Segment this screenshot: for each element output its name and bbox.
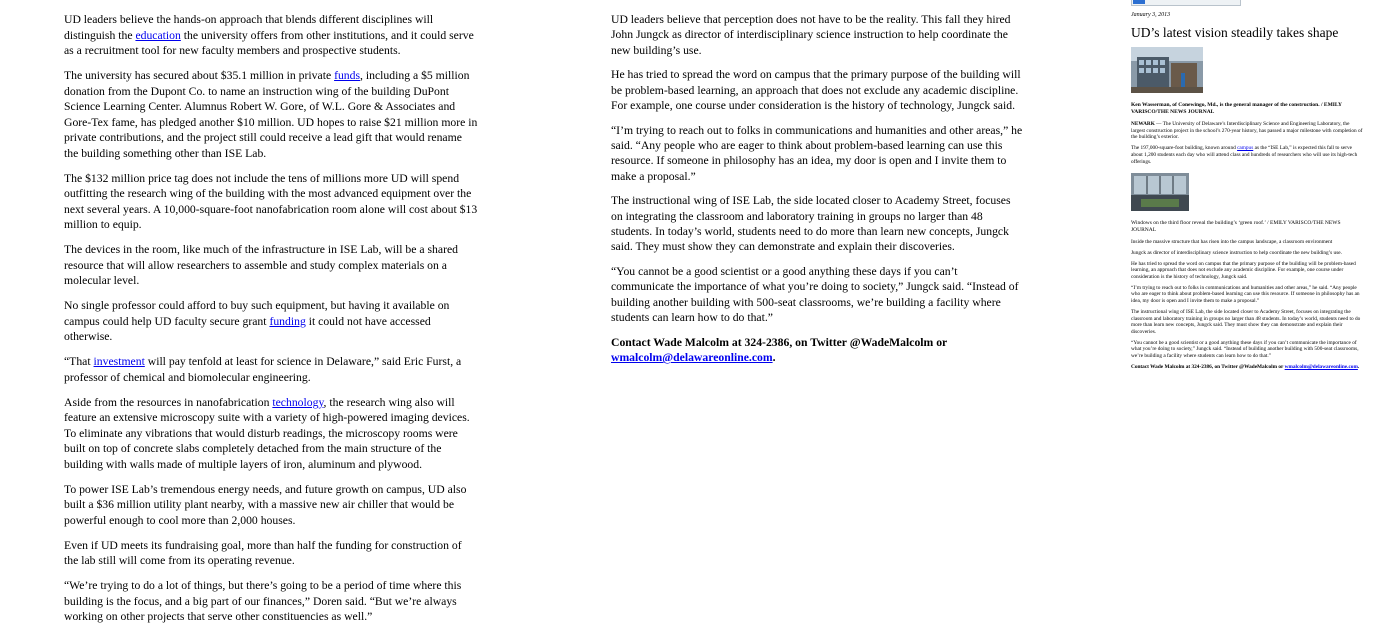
text: “That [64,355,94,368]
paragraph [64,298,478,345]
text: The 197,000-square-foot building, known around [1131,145,1238,152]
link-campus[interactable]: campus [1237,145,1254,152]
paragraph [64,395,478,473]
text: Aside from the resources in nanofabrication [64,395,273,409]
text: . [1357,363,1360,370]
article-column-middle [611,0,1023,375]
paragraph: The devices in the room, like much of the infrastructure in ISE Lab, will be a shared resource that will allow researchers to assemble and study complex materials on a molecular level. [64,243,459,287]
link-investment[interactable]: investment [93,355,145,368]
text: Contact Wade Malcolm at 324-2386, on Twitter @WadeMalcolm or [1131,363,1285,370]
text: — The University of Delaware’s Interdisciplinary Science and Engineering Laboratory, the largest construction project in the school’s 270-year history, has passed a major milestone with completion of the building’s exterior. [1131,121,1363,141]
text: The university has secured about $35.1 million in private [64,69,335,82]
link-education[interactable]: education [135,28,181,42]
email-link[interactable]: wmalcolm@delawareonline.com [1284,363,1358,370]
text: as the “ISE Lab,” is expected this fall to serve about 1,200 students each day who will attend class and hundreds of researchers who will use its high-tech offerings. [1131,145,1358,165]
dateline: NEWARK [1131,121,1155,127]
paragraph: UD leaders believe that perception does not have to be the reality. This fall they hired John Jungck as director of interdisciplinary science instruction to help coordinate the new building’s use. [611,13,1011,57]
construction-photo [1131,47,1203,93]
text: Contact Wade Malcolm at 324-2386, on Twitter @WadeMalcolm or [611,335,948,349]
link-funding[interactable]: funding [269,314,306,328]
paragraph: “You cannot be a good scientist or a good anything these days if you can’t communicate the importance of what you’re doing to society,” Jungck said. “Instead of building another building with 500-seat classrooms, we’re building a facility where students can learn how to do that.” [611,265,1019,325]
text: will pay tenfold at least for science in Delaware,” said Eric Furst, a professor of chemical and biomolecular engineering. [64,355,462,384]
toolbar-accent [1133,0,1145,4]
article-thumbnail-column [1131,0,1364,374]
contact-line [611,335,1023,366]
green-roof-photo [1131,173,1189,211]
paragraph [1131,121,1364,141]
paragraph: “You cannot be a good scientist or a good anything these days if you can’t communicate the importance of what you’re doing to society,” Jungck said. “Instead of building another building with 500-seat classrooms, we’re building a facility where students can learn how to do that.” [1131,339,1359,360]
paragraph: “We’re trying to do a lot of things, but there’s going to be a period of time where this building is the focus, and a big part of our finances,” Doren said. “But we’re always working on other projects that serve other constituencies as well.” [64,579,462,623]
text: it could not have accessed otherwise. [64,314,431,343]
paragraph: The instructional wing of ISE Lab, the side located closer to Academy Street, focuses on integrating the classroom and laboratory training in groups no larger than 48 students. In today’s world, students need to do more than learn new concepts, Jungck said. They must show they can demonstrate and explain their discoveries. [1131,308,1361,335]
paragraph: Inside the massive structure that has risen into the campus landscape, a classroom environment [1131,239,1333,246]
text: , including a $5 million donation from the Dupont Co. to name an instruction wing of the building DuPont Science Learning Center. Alumnus Robert W. Gore, of W.L. Gore & Associates and Gore-Tex fame, has pledged another $10 million. UD hopes to raise $21 million more in private contributions, and the project still could receive a lead gift that would rename the building something other than ISE Lab. [64,69,478,160]
paragraph: He has tried to spread the word on campus that the primary purpose of the building will be problem-based learning, an approach that does not exclude any academic discipline. For example, one course under consideration is the history of technology, Jungck said. [1131,260,1356,281]
text: . [772,351,776,365]
paragraph [64,68,478,161]
article-headline: UD’s latest vision steadily takes shape [1131,25,1339,40]
paragraph [64,354,478,385]
paragraph: He has tried to spread the word on campus that the primary purpose of the building will be problem-based learning, an approach that does not exclude any academic discipline. For example, one course under consideration is the history of technology, Jungck said. [611,68,1021,112]
paragraph [64,12,478,59]
paragraph: The instructional wing of ISE Lab, the side located closer to Academy Street, focuses on integrating the classroom and laboratory training in groups no larger than 48 students. In today’s world, students need to do more than learn new concepts, Jungck said. They must show they can demonstrate and explain their discoveries. [611,194,1011,254]
photo-caption: Windows on the third floor reveal the building’s ‘green roof.’ / EMILY VARISCO/THE NEWS JOURNAL [1131,220,1341,234]
toolbar-thumbnail[interactable] [1131,0,1241,6]
photo-caption: Ken Wasserman, of Conewingo, Md., is the general manager of the construction. / EMILY VARISCO/THE NEWS JOURNAL [1131,102,1342,115]
text: the university offers from other institutions, and it could serve as a recruitment tool for new faculty members and prospective students. [64,28,474,57]
paragraph [1131,145,1364,165]
paragraph: Even if UD meets its fundraising goal, more than half the funding for construction of the lab still will come from its operating revenue. [64,538,462,567]
article-column-left [64,0,478,634]
link-technology[interactable]: technology [272,395,324,409]
text: UD leaders believe the hands-on approach that blends different disciplines will distinguish the [64,13,434,42]
paragraph: “I’m trying to reach out to folks in communications and humanities and other areas,” he said. “Any people who are eager to think about problem-based learning can use this resource. If someone in philosophy has an idea, my door is open and I invite them to make a proposal.” [1131,284,1360,305]
paragraph: “I’m trying to reach out to folks in communications and humanities and other areas,” he said. “Any people who are eager to think about problem-based learning can use this resource. If someone in philosophy has an idea, my door is open and I invite them to make a proposal.” [611,123,1023,183]
paragraph: To power ISE Lab’s tremendous energy needs, and future growth on campus, UD also built a $36 million utility plant nearby, with a massive new air chiller that would be powerful enough to cool more than 2,000 houses. [64,482,467,527]
paragraph: The $132 million price tag does not include the tens of millions more UD will spend outfitting the research wing of the building with the most advanced equipment over the next several years. A 10,000-square-foot nanofabrication room alone will cost about $13 million to equip. [64,171,478,231]
article-date: January 3, 2013 [1131,12,1171,18]
contact-line [1131,364,1364,371]
email-link[interactable]: wmalcolm@delawareonline.com [611,351,773,365]
text: , the research wing also will feature an extensive microscopy suite with a variety of high-powered imaging devices. To eliminate any vibrations that would disturb readings, the microscopy rooms were built on top of concrete slabs completely detached from the main structure of the building with walls made of multiple layers of iron, aluminum and plywood. [64,395,470,471]
link-funds[interactable]: funds [334,69,361,82]
paragraph: Jungck as director of interdisciplinary science instruction to help coordinate the new building’s use. [1131,249,1342,256]
text: No single professor could afford to buy such equipment, but having it available on campus could help UD faculty secure grant [64,299,450,328]
